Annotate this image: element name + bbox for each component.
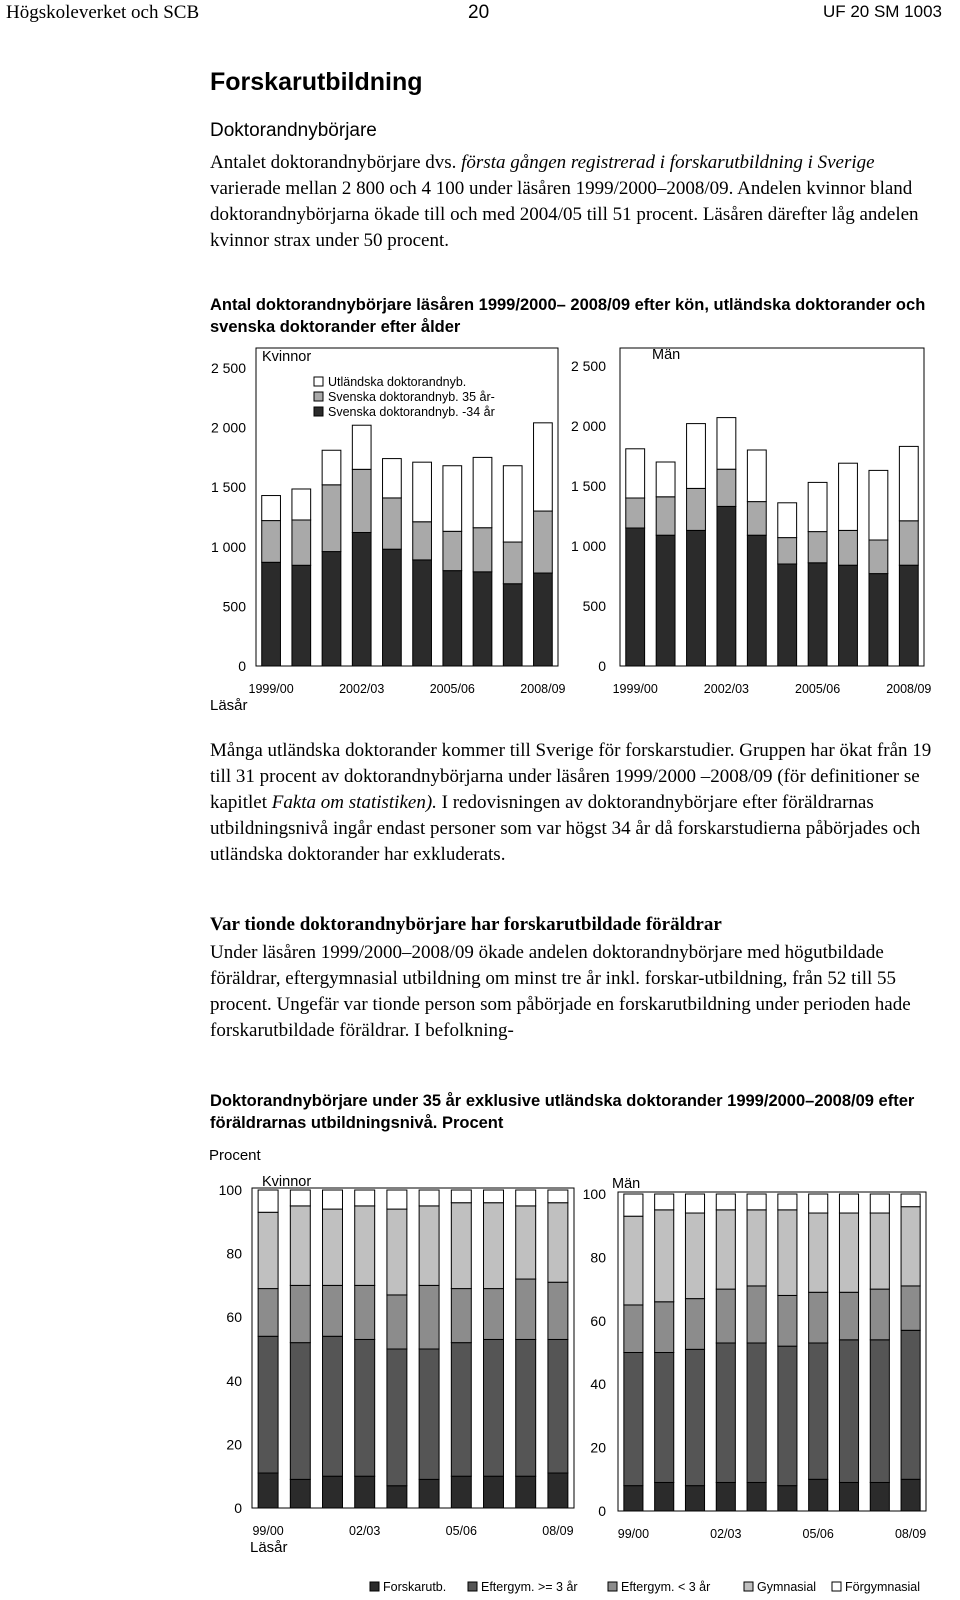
bar-segment [685, 1213, 704, 1299]
legend-swatch [314, 392, 323, 401]
bar-segment [473, 572, 492, 666]
legend-label: Forskarutb. [383, 1580, 447, 1594]
bar-segment [778, 1346, 797, 1485]
bar-segment [716, 1343, 735, 1482]
bar-segment [687, 424, 706, 489]
bar-segment [716, 1210, 735, 1289]
bar-segment [778, 1210, 797, 1296]
bar-segment [778, 1486, 797, 1511]
bar-segment [484, 1190, 504, 1203]
x-axis-label: Läsår [210, 697, 248, 714]
bar-segment [839, 1340, 858, 1483]
section-title: Forskarutbildning [210, 68, 423, 96]
bar-segment [473, 528, 492, 572]
bar-segment [548, 1339, 568, 1473]
y-tick-label: 500 [582, 598, 606, 614]
bar-segment [355, 1476, 375, 1508]
bar-segment [413, 522, 432, 560]
bar-segment [548, 1190, 568, 1203]
bar-segment [685, 1349, 704, 1485]
y-tick-label: 0 [598, 1503, 606, 1519]
bar-segment [292, 565, 311, 666]
bar-segment [901, 1194, 920, 1207]
bar-segment [839, 463, 858, 530]
y-tick-label: 500 [222, 598, 246, 615]
bar-segment [451, 1289, 471, 1343]
chart-title: Kvinnor [262, 349, 312, 365]
bar-segment [809, 1292, 828, 1343]
y-tick-label: 20 [590, 1439, 606, 1456]
bar-segment [899, 446, 918, 520]
bar-segment [839, 1194, 858, 1213]
bar-segment [870, 1194, 889, 1213]
x-tick-label: 99/00 [617, 1527, 650, 1541]
bar-segment [419, 1349, 439, 1479]
bar-segment [323, 1476, 343, 1508]
chart-title: Män [612, 1176, 641, 1192]
bar-segment [870, 1340, 889, 1483]
x-tick-label: 05/06 [802, 1527, 834, 1541]
bar-segment [451, 1476, 471, 1508]
bar-segment [901, 1286, 920, 1330]
bar-segment [516, 1476, 536, 1508]
legend-swatch [314, 407, 323, 416]
bar-segment [258, 1473, 278, 1508]
bar-segment [656, 497, 675, 535]
x-tick-label: 2002/03 [703, 682, 749, 696]
y-tick-label: 80 [590, 1249, 606, 1266]
chart-title: Kvinnor [262, 1174, 312, 1190]
bar-segment [484, 1476, 504, 1508]
subheading: Doktorandnybörjare [210, 120, 377, 141]
bar-segment [258, 1190, 278, 1212]
x-tick-label: 2002/03 [339, 682, 385, 696]
y-axis-label: Procent [209, 1147, 261, 1164]
bar-segment [717, 418, 736, 470]
bar-segment [387, 1209, 407, 1295]
bar-segment [687, 488, 706, 530]
bar-segment [290, 1479, 310, 1508]
legend-label: Förgymnasial [845, 1580, 921, 1594]
paragraph-2-part1: Många utländska doktorander kommer till Sverige för forskarstudier. Gruppen har ökat från 19 till 31 procent av doktorandnybörjarna under läsåren 1999/2000 –2008/09 (för definitioner se kapitlet [210, 740, 932, 813]
legend-swatch [370, 1582, 379, 1591]
x-tick-label: 08/09 [894, 1527, 927, 1541]
y-tick-label: 60 [226, 1309, 242, 1326]
x-tick-label: 99/00 [252, 1524, 284, 1538]
bar-segment [869, 574, 888, 666]
bar-segment [484, 1203, 504, 1289]
bar-segment [548, 1203, 568, 1283]
y-tick-label: 60 [590, 1312, 606, 1329]
legend-swatch [744, 1582, 753, 1591]
y-tick-label: 40 [226, 1372, 242, 1389]
bar-segment [383, 549, 402, 666]
bar-segment [387, 1295, 407, 1349]
x-tick-label: 2008/09 [886, 682, 932, 696]
bar-segment [778, 538, 797, 564]
bar-segment [419, 1285, 439, 1349]
bar-segment [778, 564, 797, 666]
bar-segment [534, 423, 553, 511]
bar-segment [870, 1213, 889, 1289]
bar-segment [901, 1207, 920, 1286]
bar-segment [355, 1190, 375, 1206]
y-tick-label: 2 000 [210, 419, 246, 436]
y-tick-label: 1 500 [570, 478, 606, 494]
bar-segment [258, 1336, 278, 1473]
bar-segment [383, 459, 402, 498]
paragraph-2 [210, 738, 945, 868]
paragraph-1-part3: varierade mellan 2 800 och 4 100 under läsåren 1999/2000–2008/09. Andelen kvinnor bland doktorandnybörjarna ökade till och med 2004/05 till 51 procent. Läsåren därefter låg andelen kvinnor strax under 50 procent. [210, 178, 919, 251]
bar-segment [323, 1336, 343, 1476]
bar-segment [839, 1482, 858, 1511]
bar-segment [352, 532, 371, 666]
bar-segment [685, 1299, 704, 1350]
page-number: 20 [468, 2, 490, 23]
figure-1-charts [0, 340, 960, 725]
bar-segment [484, 1339, 504, 1476]
y-tick-label: 2 000 [570, 418, 606, 434]
bar-segment [899, 565, 918, 666]
figure-2-charts [0, 1140, 960, 1600]
paragraph-2-italic: Fakta om statistiken). [271, 792, 437, 813]
bar-segment [624, 1353, 643, 1486]
legend-label: Utländska doktorandnyb. [328, 375, 467, 389]
bar-segment [624, 1194, 643, 1216]
bar-segment [355, 1206, 375, 1286]
bar-segment [443, 531, 462, 570]
bar-segment [352, 425, 371, 469]
bar-segment [484, 1289, 504, 1340]
bar-segment [534, 511, 553, 573]
bar-segment [656, 462, 675, 497]
y-tick-label: 40 [590, 1376, 606, 1393]
bar-segment [323, 1190, 343, 1209]
bar-segment [516, 1206, 536, 1279]
y-tick-label: 80 [226, 1245, 242, 1262]
bar-segment [747, 1210, 766, 1286]
bar-segment [626, 528, 645, 666]
bar-segment [808, 563, 827, 666]
bar-segment [503, 584, 522, 666]
bar-segment [387, 1349, 407, 1486]
bar-segment [869, 540, 888, 574]
bar-segment [355, 1339, 375, 1476]
bar-segment [870, 1482, 889, 1511]
bar-segment [747, 1343, 766, 1482]
bar-segment [624, 1216, 643, 1305]
paragraph-2-part3: I redovisningen av doktorandnybörjare efter föräldrarnas utbildningsnivå ingår endast personer som var högst 34 år då forskarstudierna påbörjades och utländska doktorander har exkluderats. [210, 792, 921, 865]
bar-segment [503, 542, 522, 584]
bar-segment [901, 1479, 920, 1511]
bar-segment [290, 1190, 310, 1206]
bar-segment [516, 1190, 536, 1206]
y-tick-label: 20 [226, 1436, 242, 1453]
paragraph-3: Under läsåren 1999/2000–2008/09 ökade andelen doktorandnybörjare med högutbildade föräldrar, eftergymnasial utbildning om minst tre år inkl. forskar-utbildning, från 52 till 55 procent. Ungefär var tionde person som påbörjade en forskarutbildning under perioden hade forskarutbildade föräldrar. I befolkning- [210, 942, 911, 1041]
bar-segment [717, 506, 736, 666]
bar-segment [419, 1206, 439, 1286]
bar-segment [419, 1190, 439, 1206]
header-left: Högskoleverket och SCB [6, 2, 200, 23]
bar-segment [352, 469, 371, 532]
bar-segment [839, 565, 858, 666]
bar-segment [534, 573, 553, 666]
paragraph-1-part1: Antalet doktorandnybörjare dvs. [210, 152, 462, 173]
x-tick-label: 2005/06 [429, 682, 475, 696]
bar-segment [716, 1289, 735, 1343]
bar-segment [258, 1212, 278, 1288]
bar-segment [747, 535, 766, 666]
x-axis-label: Läsår [250, 1539, 288, 1556]
bar-segment [323, 1285, 343, 1336]
y-tick-label: 1 000 [210, 538, 246, 555]
bar-segment [548, 1282, 568, 1339]
legend-swatch [608, 1582, 617, 1591]
legend-swatch [832, 1582, 841, 1591]
bar-segment [290, 1285, 310, 1342]
bar-segment [839, 530, 858, 565]
y-tick-label: 1 500 [210, 479, 246, 496]
bar-segment [655, 1302, 674, 1353]
legend-label: Svenska doktorandnyb. -34 år [328, 405, 495, 419]
bar-segment [808, 482, 827, 531]
bar-segment [473, 457, 492, 527]
chart-title: Män [652, 347, 681, 363]
bar-segment [413, 560, 432, 666]
bar-segment [809, 1194, 828, 1213]
y-tick-label: 0 [598, 658, 606, 674]
bar-segment [355, 1285, 375, 1339]
chart-women-count [210, 348, 566, 714]
y-tick-label: 2 500 [210, 360, 246, 376]
chart-women-percent [209, 1147, 574, 1556]
bar-segment [290, 1343, 310, 1480]
bar-segment [685, 1486, 704, 1511]
bar-segment [747, 1482, 766, 1511]
y-tick-label: 0 [234, 1500, 242, 1516]
bar-segment [516, 1339, 536, 1476]
bar-segment [685, 1194, 704, 1213]
bar-segment [262, 496, 281, 521]
bar-segment [655, 1353, 674, 1483]
bar-segment [747, 450, 766, 502]
y-tick-label: 100 [218, 1182, 242, 1198]
legend-swatch [468, 1582, 477, 1591]
bar-segment [778, 503, 797, 538]
bar-segment [655, 1194, 674, 1210]
bar-segment [548, 1473, 568, 1508]
legend-label: Gymnasial [757, 1580, 817, 1594]
bar-segment [451, 1203, 471, 1289]
bar-segment [809, 1343, 828, 1479]
x-tick-label: 1999/00 [248, 682, 294, 696]
bar-segment [869, 470, 888, 540]
x-tick-label: 2005/06 [795, 682, 841, 696]
bar-segment [809, 1213, 828, 1292]
chart-men-count [571, 347, 931, 696]
bar-segment [323, 1209, 343, 1285]
x-tick-label: 05/06 [445, 1524, 477, 1538]
bar-segment [687, 530, 706, 666]
legend-label: Eftergym. >= 3 år [481, 1580, 578, 1594]
bar-segment [451, 1343, 471, 1477]
bar-segment [292, 520, 311, 565]
bar-segment [716, 1194, 735, 1210]
bar-segment [626, 498, 645, 528]
bar-segment [292, 489, 311, 520]
bar-segment [655, 1482, 674, 1511]
bar-segment [901, 1330, 920, 1479]
bar-segment [624, 1486, 643, 1511]
bar-segment [839, 1292, 858, 1340]
bar-segment [655, 1210, 674, 1302]
x-tick-label: 1999/00 [612, 682, 658, 696]
bar-segment [383, 498, 402, 549]
bar-segment [516, 1279, 536, 1339]
figure-2-title: Doktorandnybörjare under 35 år exklusive utländska doktorander 1999/2000–2008/09 efter föräldrarnas utbildningsnivå. Procent [210, 1092, 915, 1132]
bar-segment [387, 1190, 407, 1209]
y-tick-label: 2 500 [570, 358, 606, 374]
bar-segment [503, 466, 522, 542]
bar-segment [747, 502, 766, 536]
bar-segment [258, 1289, 278, 1337]
bar-segment [747, 1194, 766, 1210]
bar-segment [262, 562, 281, 666]
bar-segment [387, 1486, 407, 1508]
bar-segment [413, 462, 432, 522]
report-id: UF 20 SM 1003 [822, 2, 942, 21]
bar-segment [809, 1479, 828, 1511]
bar-segment [808, 532, 827, 563]
x-tick-label: 02/03 [349, 1524, 381, 1538]
bar-segment [624, 1305, 643, 1353]
bar-segment [443, 466, 462, 532]
paragraph-1-italic: första gången registrerad i forskarutbildning i Sverige [461, 152, 875, 173]
bar-segment [899, 521, 918, 565]
paragraph-1 [210, 150, 945, 254]
bar-segment [419, 1479, 439, 1508]
bar-segment [870, 1289, 889, 1340]
legend-swatch [314, 377, 323, 386]
bar-segment [322, 450, 341, 485]
bar-segment [778, 1194, 797, 1210]
y-tick-label: 1 000 [570, 538, 606, 554]
bar-segment [451, 1190, 471, 1203]
legend-label: Svenska doktorandnyb. 35 år- [328, 390, 495, 404]
bar-segment [656, 535, 675, 666]
x-tick-label: 08/09 [542, 1524, 574, 1538]
x-tick-label: 02/03 [710, 1527, 742, 1541]
bar-segment [747, 1286, 766, 1343]
bar-segment [322, 485, 341, 552]
bar-segment [262, 521, 281, 563]
x-tick-label: 2008/09 [520, 682, 566, 696]
heading-2: Var tionde doktorandnybörjare har forskarutbildade föräldrar [210, 914, 722, 935]
bar-segment [626, 449, 645, 498]
y-tick-label: 0 [238, 658, 246, 674]
bar-segment [443, 571, 462, 666]
bar-segment [839, 1213, 858, 1292]
y-tick-label: 100 [582, 1186, 606, 1202]
bar-segment [778, 1295, 797, 1346]
bar-segment [290, 1206, 310, 1286]
bar-segment [322, 552, 341, 666]
figure-1-title: Antal doktorandnybörjare läsåren 1999/2000– 2008/09 efter kön, utländska doktorander och svenska doktorander efter ålder [210, 296, 926, 336]
bar-segment [716, 1482, 735, 1511]
bar-segment [717, 469, 736, 506]
legend-label: Eftergym. < 3 år [621, 1580, 711, 1594]
